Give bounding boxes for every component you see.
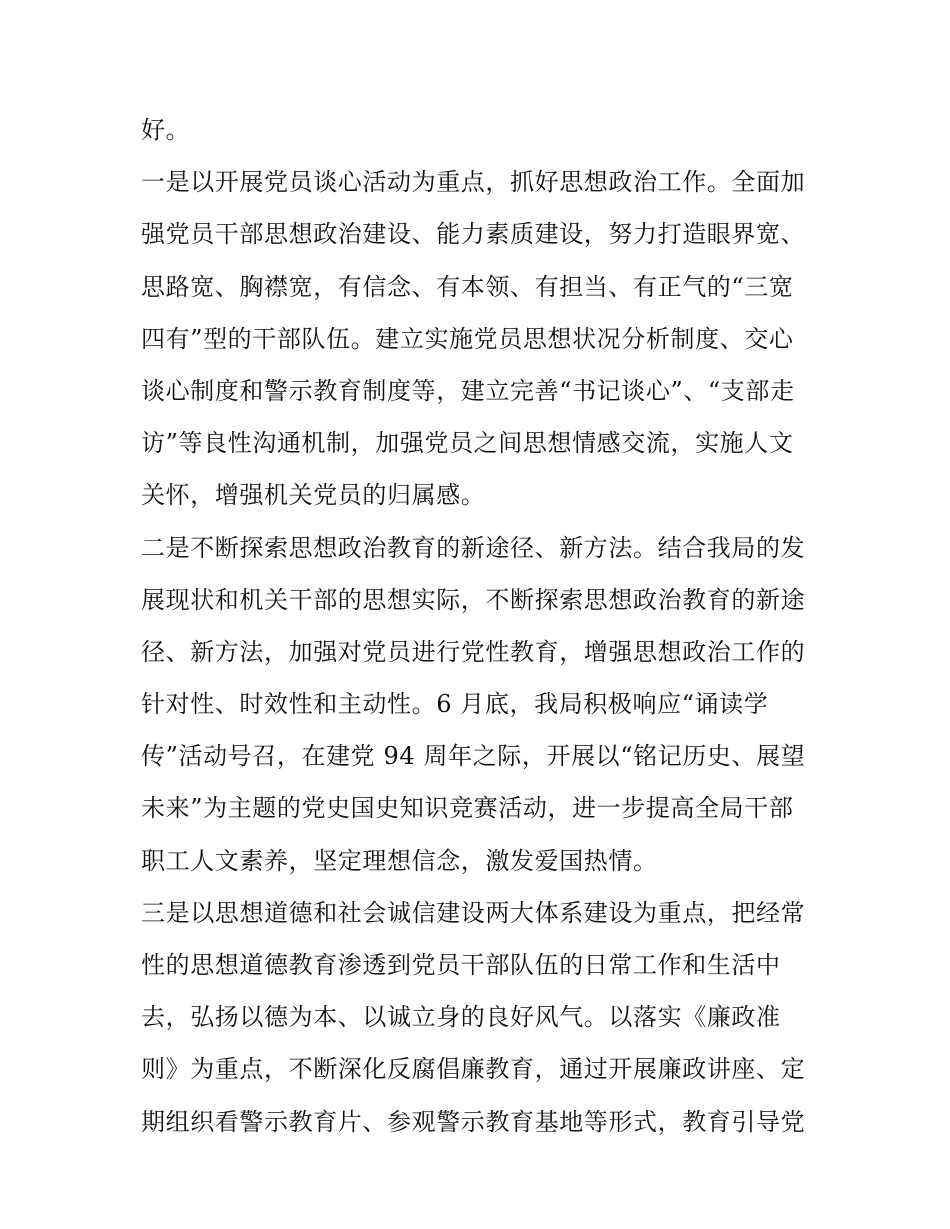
text-line: 三是以思想道德和社会诚信建设两大体系建设为重点，把经常 bbox=[141, 898, 806, 927]
text-line: 径、新方法，加强对党员进行党性教育，增强思想政治工作的 bbox=[141, 637, 806, 666]
text-line: 职工人文素养，坚定理想信念，激发爱国热情。 bbox=[141, 846, 658, 875]
text-line: 访”等良性沟通机制，加强党员之间思想情感交流，实施人文 bbox=[141, 429, 794, 458]
text-line: 好。 bbox=[141, 116, 191, 144]
text-line: 强党员干部思想政治建设、能力素质建设，努力打造眼界宽、 bbox=[141, 220, 806, 249]
text-line: 关怀，增强机关党员的归属感。 bbox=[141, 481, 486, 510]
body-text bbox=[141, 104, 821, 1148]
text-line: 针对性、时效性和主动性。6 月底，我局积极响应“诵读学 bbox=[141, 690, 769, 719]
text-line: 展现状和机关干部的思想实际，不断探索思想政治教育的新途 bbox=[141, 585, 806, 614]
text-line: 四有”型的干部队伍。建立实施党员思想状况分析制度、交心 bbox=[141, 324, 794, 353]
text-line: 期组织看警示教育片、参观警示教育基地等形式，教育引导党 bbox=[141, 1107, 806, 1136]
text-line: 传”活动号召，在建党 94 周年之际，开展以“铭记历史、展望 bbox=[141, 742, 806, 771]
text-line: 思路宽、胸襟宽，有信念、有本领、有担当、有正气的“三宽 bbox=[141, 272, 794, 301]
text-line: 一是以开展党员谈心活动为重点，抓好思想政治工作。全面加 bbox=[141, 168, 806, 197]
text-line: 则》为重点，不断深化反腐倡廉教育，通过开展廉政讲座、定 bbox=[141, 1055, 806, 1084]
text-line: 谈心制度和警示教育制度等，建立完善“书记谈心”、“支部走 bbox=[141, 376, 795, 405]
text-line: 未来”为主题的党史国史知识竞赛活动，进一步提高全局干部 bbox=[141, 794, 794, 823]
text-line: 性的思想道德教育渗透到党员干部队伍的日常工作和生活中 bbox=[141, 951, 781, 979]
text-line: 去，弘扬以德为本、以诚立身的良好风气。以落实《廉政准 bbox=[141, 1003, 781, 1032]
text-line: 二是不断探索思想政治教育的新途径、新方法。结合我局的发 bbox=[141, 533, 806, 562]
